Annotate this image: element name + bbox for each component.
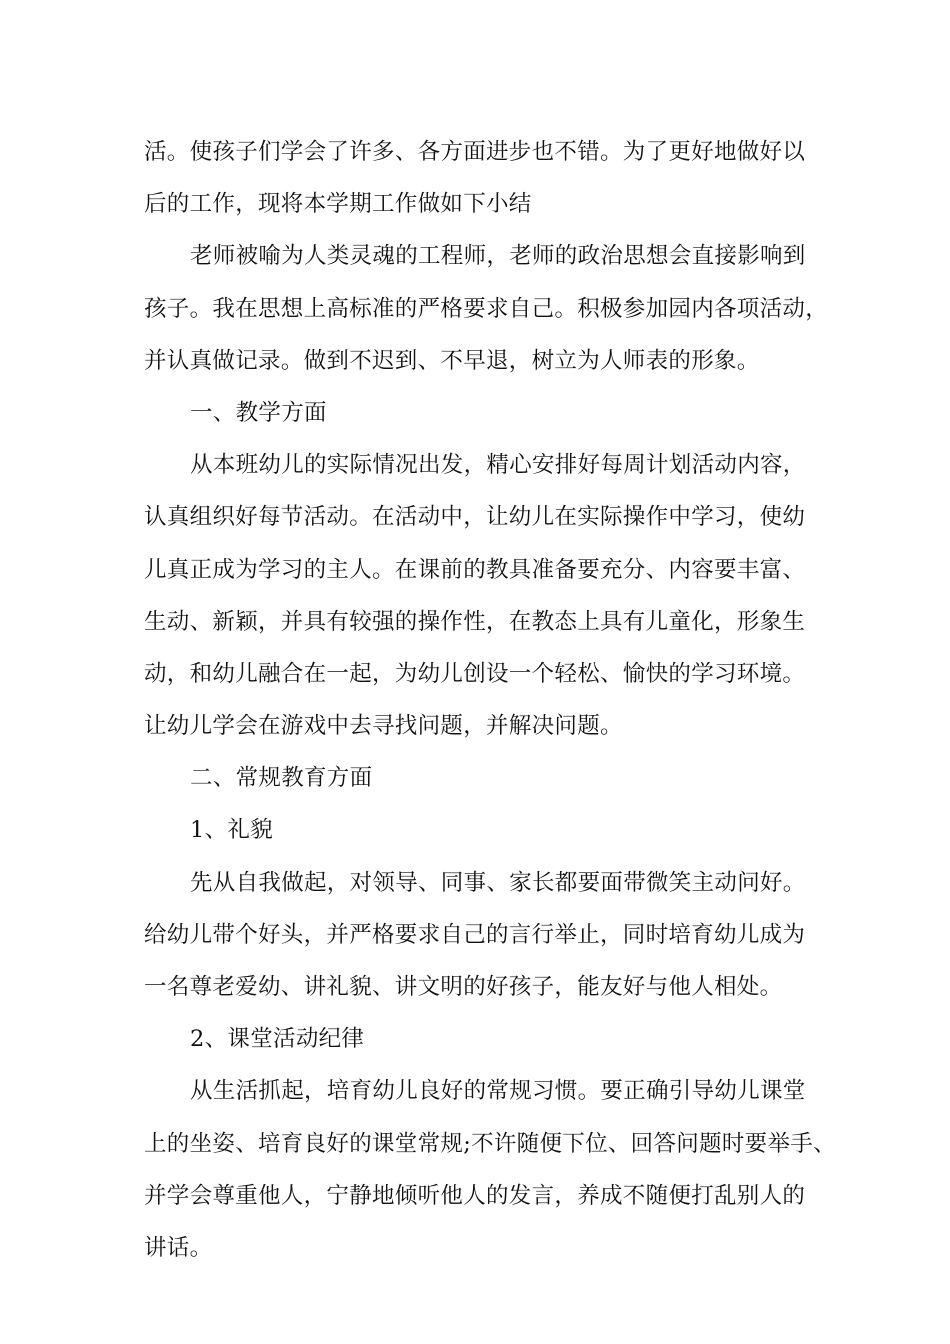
- text-line: 给幼儿带个好头，并严格要求自己的言行举止，同时培育幼儿成为: [144, 921, 806, 948]
- text-line: 后的工作，现将本学期工作做如下小结: [144, 191, 532, 218]
- text-line: 动，和幼儿融合在一起，为幼儿创设一个轻松、愉快的学习环境。: [144, 660, 806, 687]
- text-line: 孩子。我在思想上高标准的严格要求自己。积极参加园内各项活动，: [144, 295, 829, 322]
- text-line: 并学会尊重他人，宁静地倾听他人的发言，养成不随便打乱别人的: [144, 1182, 806, 1209]
- text-line: 上的坐姿、培育良好的课堂常规;不许随便下位、回答问题时要举手、: [144, 1130, 836, 1157]
- text-line: 让幼儿学会在游戏中去寻找问题，并解决问题。: [144, 713, 623, 740]
- subheading-classroom-discipline: 2、课堂活动纪律: [190, 1026, 365, 1053]
- section-heading-routine: 二、常规教育方面: [190, 765, 373, 792]
- paragraph-start: 从生活抓起，培育幼儿良好的常规习惯。要正确引导幼儿课堂: [190, 1078, 806, 1105]
- text-line: 讲话。: [144, 1234, 213, 1261]
- paragraph-start: 老师被喻为人类灵魂的工程师，老师的政治思想会直接影响到: [190, 243, 806, 270]
- text-line: 生动、新颖，并具有较强的操作性，在教态上具有儿童化，形象生: [144, 608, 806, 635]
- text-line: 儿真正成为学习的主人。在课前的教具准备要充分、内容要丰富、: [144, 556, 806, 583]
- paragraph-start: 先从自我做起，对领导、同事、家长都要面带微笑主动问好。: [190, 869, 806, 896]
- text-line: 并认真做记录。做到不迟到、不早退，树立为人师表的形象。: [144, 347, 760, 374]
- text-line: 认真组织好每节活动。在活动中，让幼儿在实际操作中学习，使幼: [144, 504, 806, 531]
- section-heading-teaching: 一、教学方面: [190, 399, 327, 426]
- subheading-manners: 1、礼貌: [190, 817, 274, 844]
- paragraph-start: 从本班幼儿的实际情况出发，精心安排好每周计划活动内容，: [190, 452, 806, 479]
- text-line: 一名尊老爱幼、讲礼貌、讲文明的好孩子，能友好与他人相处。: [144, 974, 783, 1000]
- text-line: 活。使孩子们学会了许多、各方面进步也不错。为了更好地做好以: [144, 139, 806, 165]
- document-body: [144, 126, 834, 1274]
